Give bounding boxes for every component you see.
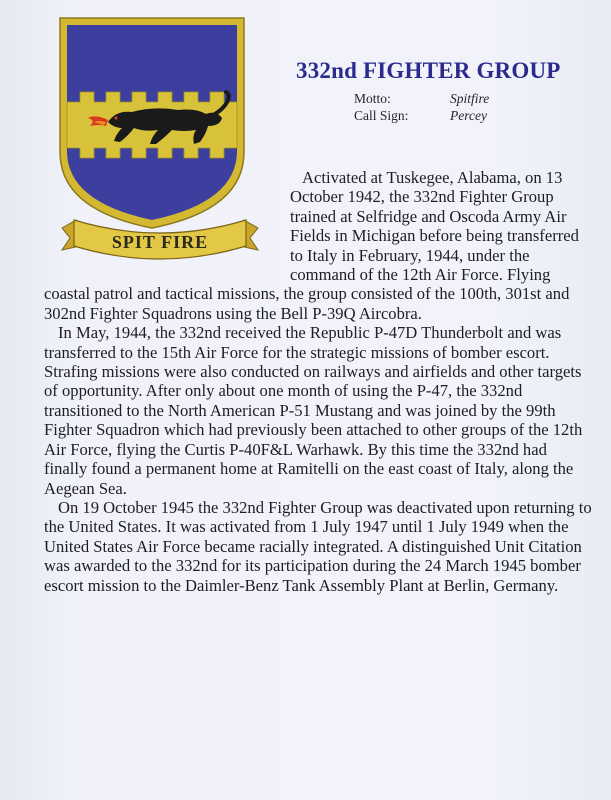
unit-facts [354,90,489,124]
motto-value: Spitfire [450,91,490,106]
motto-row [354,90,489,107]
paragraph-deactivation: On 19 October 1945 the 332nd Fighter Group was deactivated upon returning to the United States. It was activated from 1 July 1947 until 1 July 1949 when the United States Air Force became racially integrated. A distinguished Unit Citation was awarded to the 332nd for its participation during the 24 March 1945 bomber escort mission to the Daimler-Benz Tank Assembly Plant at Berlin, Germany. [44,497,592,595]
callsign-value: Percey [450,108,487,123]
ribbon-text: SPIT FIRE [111,232,209,252]
history-text [44,168,592,595]
callsign-label: Call Sign: [354,108,409,123]
page-title: 332nd FIGHTER GROUP [296,58,561,83]
paragraph-deployment: In May, 1944, the 332nd received the Republic P-47D Thunderbolt and was transferred to the 15th Air Force for the strategic missions of bomber escort. Strafing missions were also conducted on railways and airfields and other targets of opportunity. After only about one month of using the P-47, the 332nd transitioned to the North American P-51 Mustang and was joined by the 99th Fighter Squadron which had previously been attached to other groups of the 12th Air Force, flying the Curtis P-40F&L Warhawk. By this time the 332nd had finally found a permanent home at Ramitelli on the east coast of Italy, along the Aegean Sea. [44,323,583,498]
motto-label: Motto: [354,91,391,106]
paragraph-activation: Activated at Tuskegee, Alabama, on 13 October 1942, the 332nd Fighter Group trained at Selfridge and Oscoda Army Air Fields in Michigan before being transferred to Italy in February, 1944, under the command of the 12th Air Force. Flying coastal patrol and tactical missions, the group consisted of the 100th, 301st and 302nd Fighter Squadrons using the Bell P-39Q Aircobra. [44,168,579,323]
callsign-row [354,107,489,124]
